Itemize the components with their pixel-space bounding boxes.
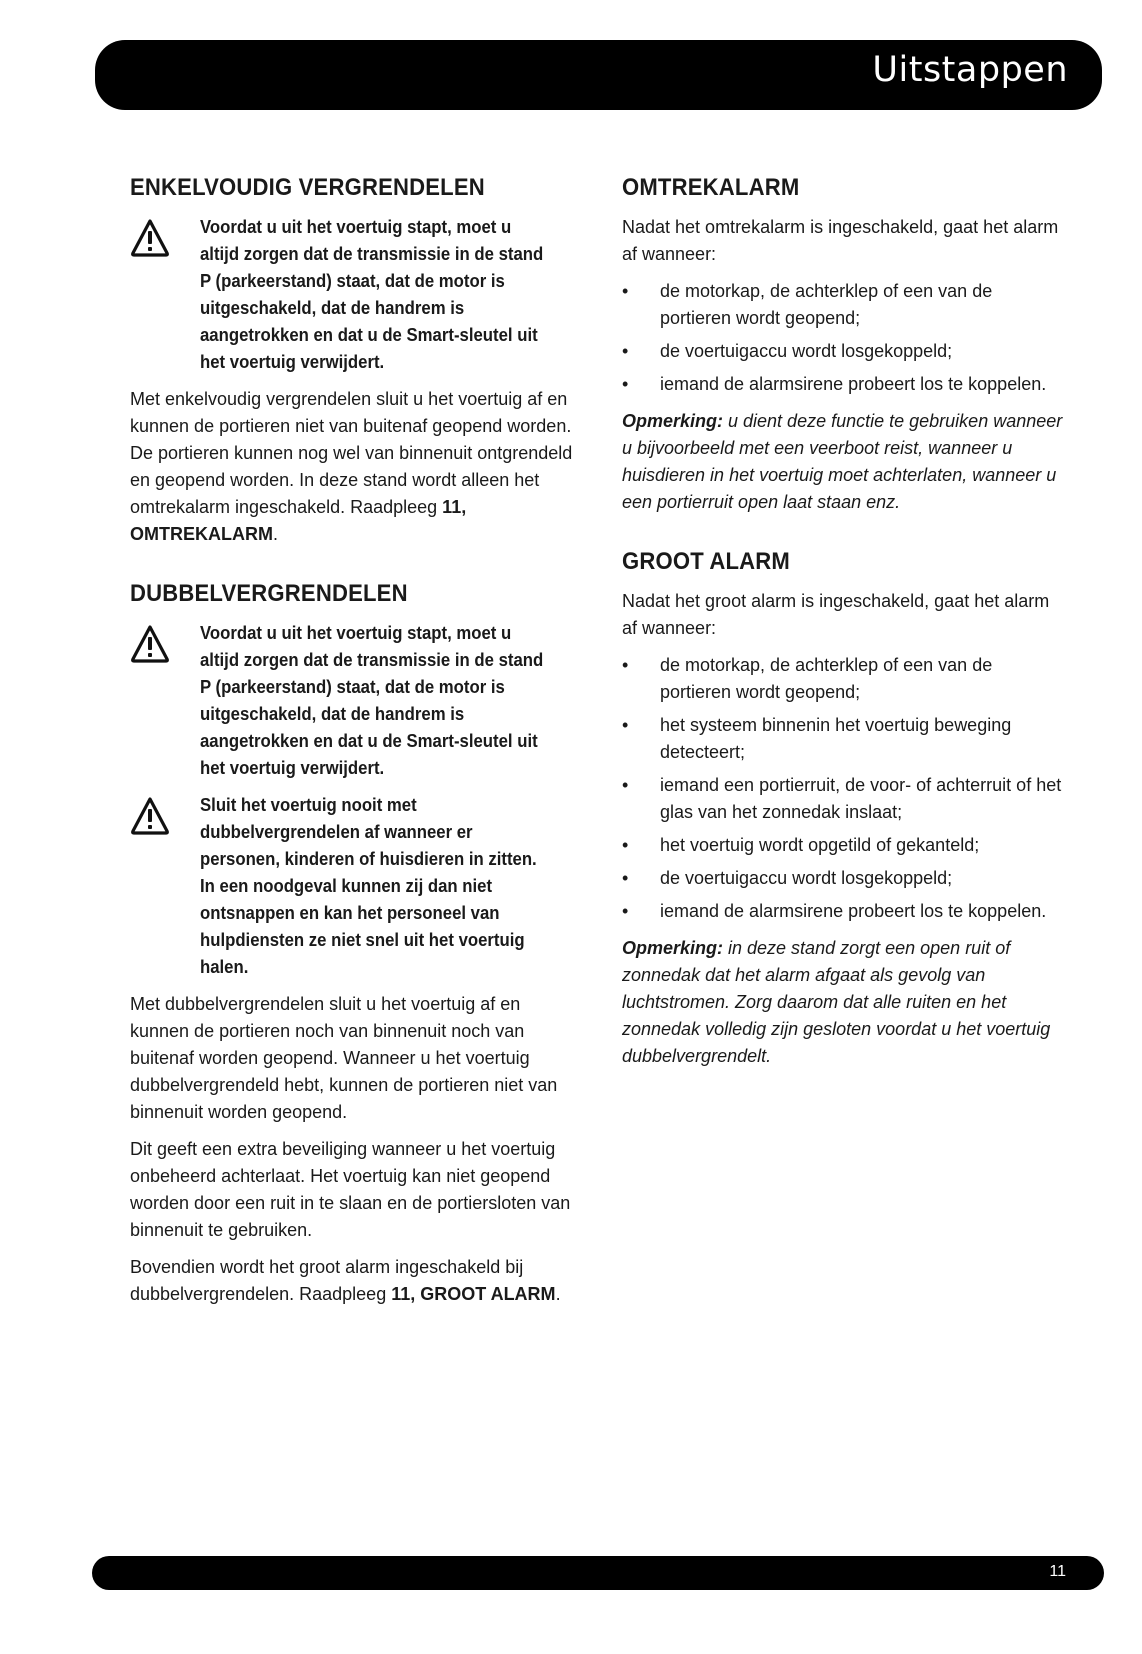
cross-reference: 11, OMTREKALARM [130,497,467,544]
full-alarm-list [622,652,1068,925]
footer-bar [92,1556,1104,1590]
page-title: Uitstappen [872,50,1068,90]
warning-triangle-icon [130,624,170,664]
header-bar [95,40,1102,110]
list-item: • het voertuig wordt opgetild of gekanteld; [622,832,1068,859]
full-alarm-heading: GROOT ALARM [622,548,791,575]
full-alarm-intro: Nadat het groot alarm is ingeschakeld, gaat het alarm af wanneer: [622,591,1050,638]
warning-block [130,214,578,376]
list-item: • de voertuigaccu wordt losgekoppeld; [622,338,1068,365]
list-item: • de motorkap, de achterklep of een van de portieren wordt geopend; [622,652,1068,706]
perimeter-alarm-list [622,278,1068,398]
perimeter-alarm-heading: OMTREKALARM [622,174,800,201]
double-lock-paragraph: Dit geeft een extra beveiliging wanneer u het voertuig onbeheerd achterlaat. Het voertuig kan niet geopend worden door een ruit in te slaan en de portiersloten van binnenuit te gebruiken. [130,1139,571,1240]
left-column [130,174,578,1340]
warning-text: Voordat u uit het voertuig stapt, moet u altijd zorgen dat de transmissie in de stand P (parkeerstand) staat, dat de motor is uitgeschakeld, dat de handrem is aangetrokken en dat u de Smart-sleutel uit het voertuig verwijdert. [200,623,544,778]
perimeter-alarm-note: Opmerking: u dient deze functie te gebruiken wanneer u bijvoorbeeld met een veerboot reist, wanneer u huisdieren in het voertuig moet achterlaten, wanneer u een portierruit open laat staan enz. [622,411,1063,512]
list-item: • iemand een portierruit, de voor- of achterruit of het glas van het zonnedak inslaat; [622,772,1068,826]
right-column [622,174,1068,1102]
full-alarm-section [622,548,1068,1070]
list-item: • iemand de alarmsirene probeert los te koppelen. [622,898,1068,925]
warning-block [130,620,578,782]
warning-triangle-icon [130,218,170,258]
cross-reference: 11, GROOT ALARM [391,1284,556,1304]
list-item: • het systeem binnenin het voertuig beweging detecteert; [622,712,1068,766]
warning-text: Sluit het voertuig nooit met dubbelvergrendelen af wanneer er personen, kinderen of huisdieren in zitten. In een noodgeval kunnen zij dan niet ontsnappen en kan het personeel van hulpdiensten ze niet snel uit het voertuig halen. [200,795,537,977]
list-item: • de motorkap, de achterklep of een van de portieren wordt geopend; [622,278,1068,332]
perimeter-alarm-intro: Nadat het omtrekalarm is ingeschakeld, gaat het alarm af wanneer: [622,217,1059,264]
single-lock-heading: ENKELVOUDIG VERGRENDELEN [130,174,485,201]
note-label: Opmerking: [622,938,724,958]
single-lock-section [130,174,578,548]
double-lock-paragraph: Bovendien wordt het groot alarm ingeschakeld bij dubbelvergrendelen. Raadpleeg 11, GROOT ALARM. [130,1257,561,1304]
double-lock-section [130,580,578,1308]
perimeter-alarm-section [622,174,1068,516]
note-label: Opmerking: [622,411,724,431]
warning-text: Voordat u uit het voertuig stapt, moet u altijd zorgen dat de transmissie in de stand P (parkeerstand) staat, dat de motor is uitgeschakeld, dat de handrem is aangetrokken en dat u de Smart-sleutel uit het voertuig verwijdert. [200,217,544,372]
full-alarm-note: Opmerking: in deze stand zorgt een open ruit of zonnedak dat het alarm afgaat als gevolg van luchtstromen. Zorg daarom dat alle ruiten en het zonnedak volledig zijn gesloten voordat u het voertuig dubbelvergrendelt. [622,938,1051,1066]
warning-triangle-icon [130,796,170,836]
list-item: • iemand de alarmsirene probeert los te koppelen. [622,371,1068,398]
list-item: • de voertuigaccu wordt losgekoppeld; [622,865,1068,892]
double-lock-paragraph: Met dubbelvergrendelen sluit u het voertuig af en kunnen de portieren noch van binnenuit noch van buitenaf worden geopend. Wanneer u het voertuig dubbelvergrendeld hebt, kunnen de portieren niet van binnenuit worden geopend. [130,994,558,1122]
page-number: 11 [1049,1563,1066,1580]
warning-block [130,792,578,981]
single-lock-paragraph: Met enkelvoudig vergrendelen sluit u het voertuig af en kunnen de portieren niet van buitenaf geopend worden. De portieren kunnen nog wel van binnenuit ontgrendeld en geopend worden. In deze stand wordt alleen het omtrekalarm ingeschakeld. Raadpleeg 11, OMTREKALARM. [130,389,573,544]
double-lock-heading: DUBBELVERGRENDELEN [130,580,408,607]
